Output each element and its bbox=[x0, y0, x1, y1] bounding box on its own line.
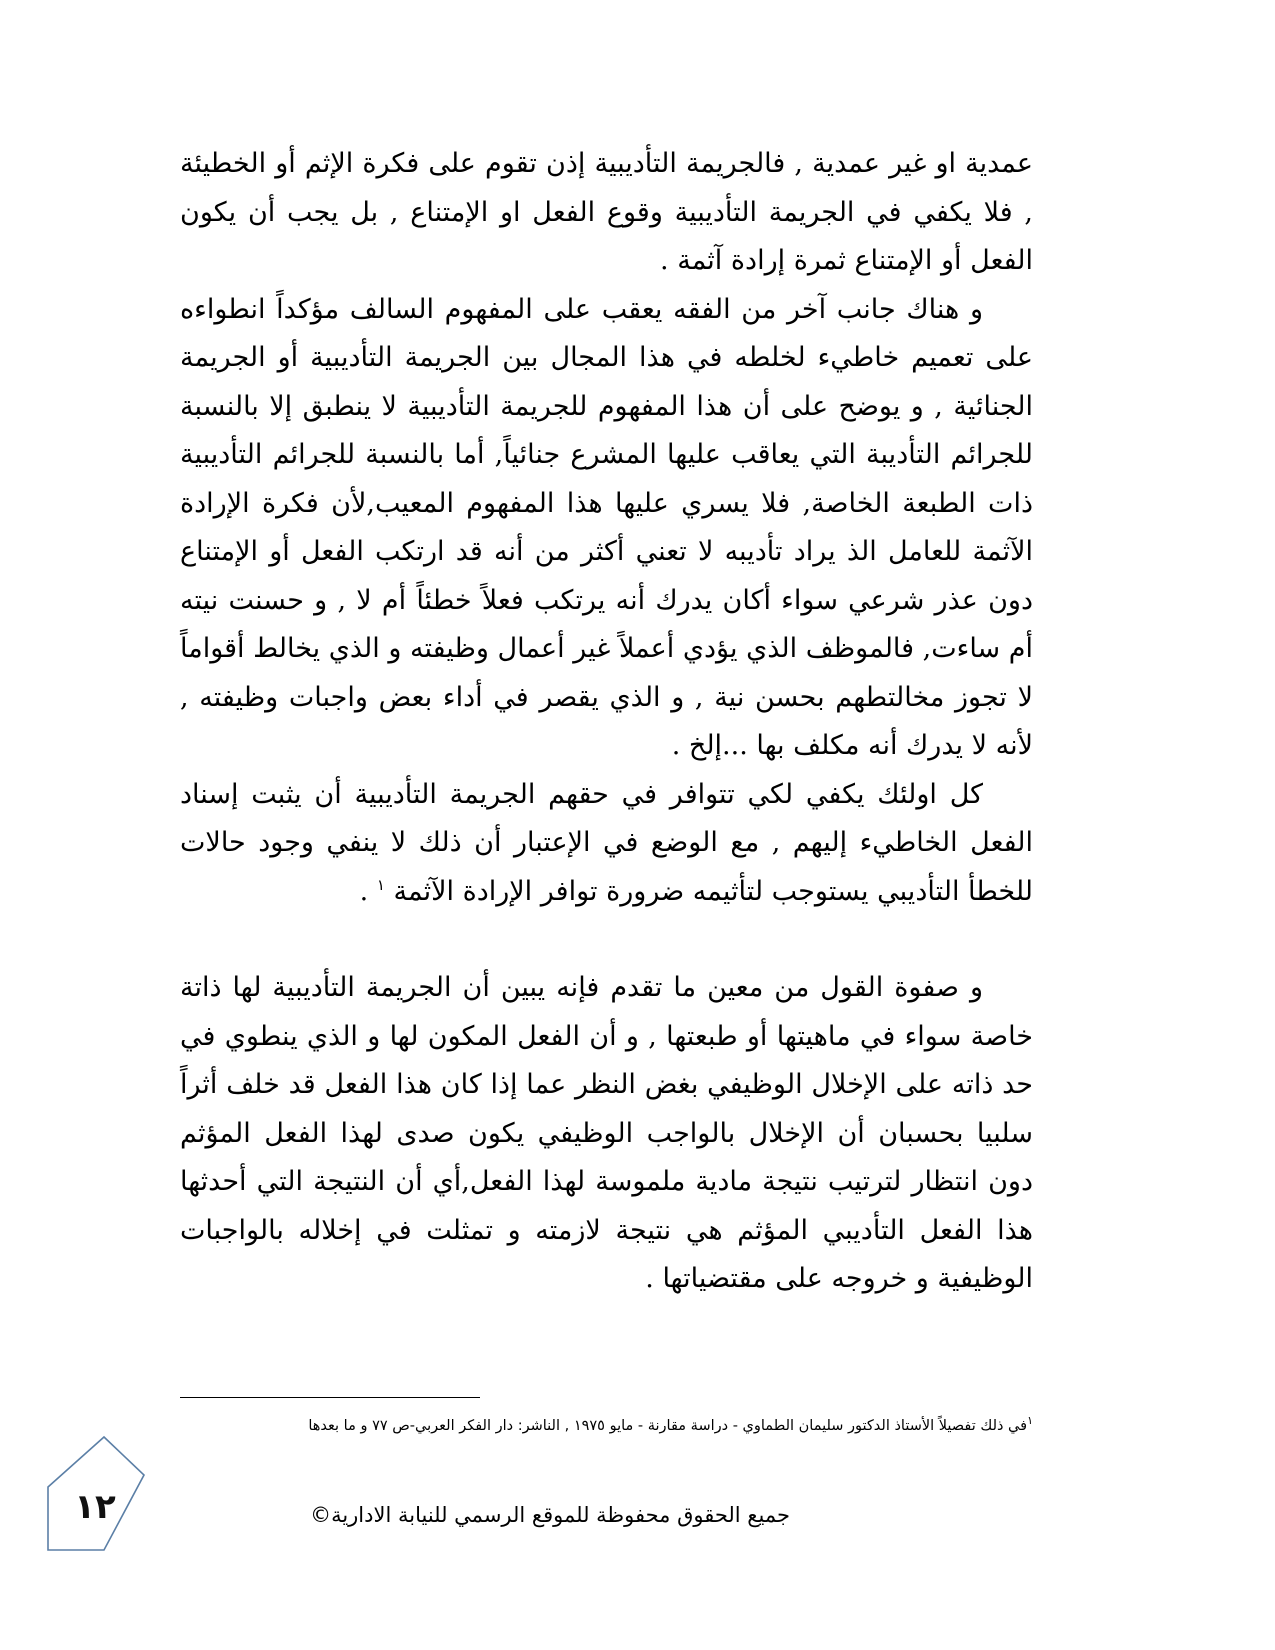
paragraph-3 bbox=[180, 771, 1033, 917]
footnote-reference[interactable]: ١ bbox=[376, 875, 385, 894]
copyright-footer: جميع الحقوق محفوظة للموقع الرسمي للنيابة الادارية© bbox=[310, 1503, 790, 1527]
paragraph-1: عمدية او غير عمدية , فالجريمة التأديبية إذن تقوم على فكرة الإثم أو الخطيئة , فلا يكفي في الجريمة التأديبية وقوع الفعل او الإمتناع , بل يجب أن يكون الفعل أو الإمتناع ثمرة إرادة آثمة . bbox=[180, 148, 1033, 276]
footnote-marker: ١ bbox=[1027, 1414, 1033, 1427]
footnote-separator bbox=[180, 1397, 480, 1398]
paragraph-4: و صفوة القول من معين ما تقدم فإنه يبين أن الجريمة التأديبية لها ذاتة خاصة سواء في ماهيتها أو طبعتها , و أن الفعل المكون لها و الذي ينطوي في حد ذاته على الإخلال الوظيفي بغض النظر عما إذا كان هذا الفعل قد خلف أثراً سلبيا بحسبان أن الإخلال بالواجب الوظيفي يكون صدى لهذا الفعل المؤثم دون انتظار لترتيب نتيجة مادية ملموسة لهذا الفعل,أي أن النتيجة التي أحدثها هذا الفعل التأديبي المؤثم هي نتيجة لازمته و تمثلت في إخلاله بالواجبات الوظيفية و خروجه على مقتضياتها . bbox=[180, 972, 1033, 1294]
document-body bbox=[180, 140, 1033, 1304]
footnote-text: في ذلك تفصيلاً الأستاذ الدكتور سليمان الطماوي - دراسة مقارنة - مايو ١٩٧٥ , الناشر: دار الفكر العربي-ص ٧٧ و ما بعدها bbox=[308, 1417, 1028, 1434]
footnote bbox=[180, 1409, 1033, 1438]
paragraph-3-text: كل اولئك يكفي لكي تتوافر في حقهم الجريمة التأديبية أن يثبت إسناد الفعل الخاطيء إليهم , مع الوضع في الإعتبار أن ذلك لا ينفي وجود حالات للخطأ التأديبي يستوجب لتأثيمه ضرورة توافر الإرادة الآثمة bbox=[180, 778, 1033, 907]
page-number: ١٢ bbox=[74, 1487, 116, 1527]
page-number-badge bbox=[44, 1435, 148, 1552]
paragraph-3-end: . bbox=[359, 875, 377, 907]
paragraph-2: و هناك جانب آخر من الفقه يعقب على المفهوم السالف مؤكداً انطواءه على تعميم خاطيء لخلطه في هذا المجال بين الجريمة التأديبية أو الجريمة الجنائية , و يوضح على أن هذا المفهوم للجريمة التأديبية لا ينطبق إلا بالنسبة للجرائم التأديبة التي يعاقب عليها المشرع جنائياً, أما بالنسبة للجرائم التأديبية ذات الطبعة الخاصة, فلا يسري عليها هذا المفهوم المعيب,لأن فكرة الإرادة الآثمة للعامل الذ يراد تأديبه لا تعني أكثر من أنه قد ارتكب الفعل أو الإمتناع دون عذر شرعي سواء أكان يدرك أنه يرتكب فعلاً خطئاً أم لا , و حسنت نيته أم ساءت, فالموظف الذي يؤدي أعملاً غير أعمال وظيفته و الذي يخالط أقواماً لا تجوز مخالتطهم بحسن نية , و الذي يقصر في أداء بعض واجبات وظيفته , لأنه لا يدرك أنه مكلف بها ...إلخ . bbox=[180, 293, 1033, 761]
